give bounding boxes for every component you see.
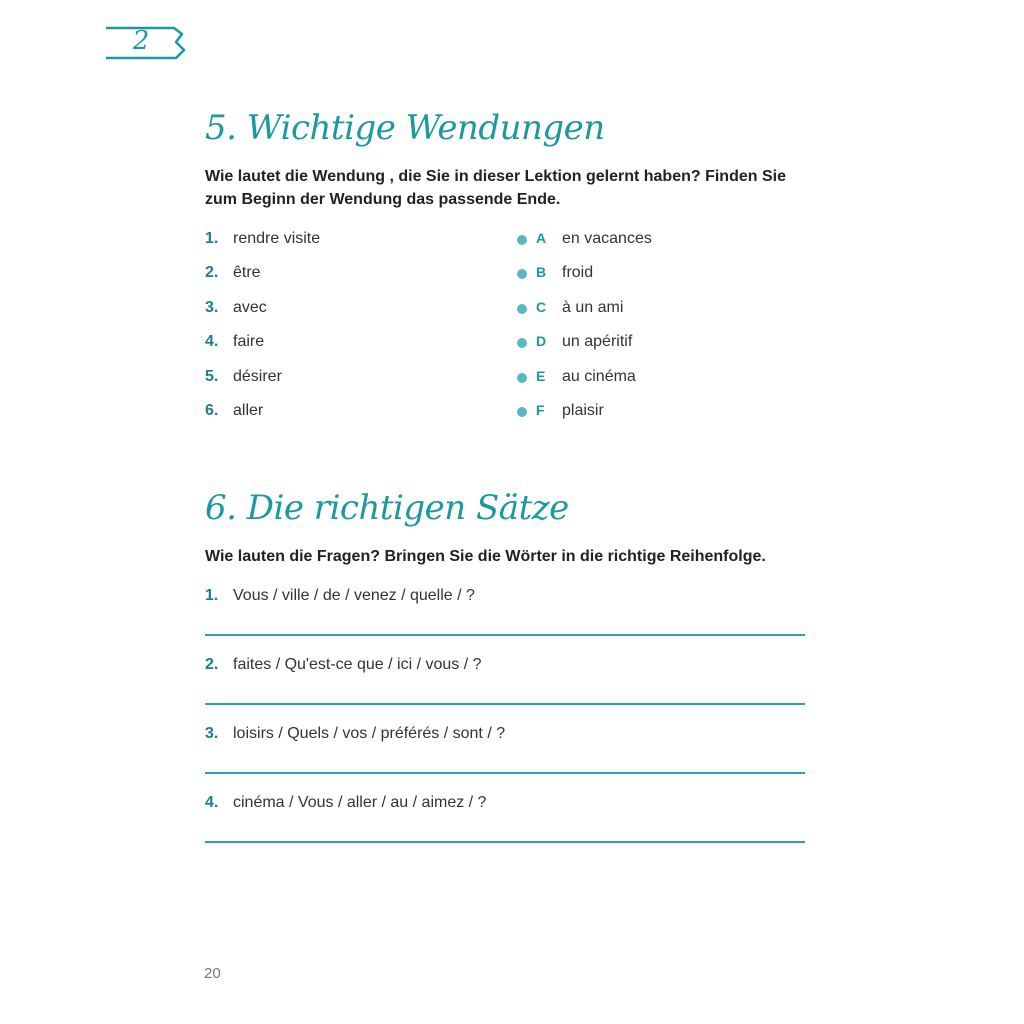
ending-letter: A bbox=[536, 230, 547, 246]
item-number: 4. bbox=[205, 333, 219, 350]
match-row bbox=[205, 299, 805, 323]
phrase-ending: à un ami bbox=[562, 299, 624, 316]
match-dot[interactable] bbox=[517, 269, 527, 279]
scrambled-words: faites / Qu'est-ce que / ici / vous / ? bbox=[233, 656, 482, 673]
phrase-ending: en vacances bbox=[562, 230, 652, 247]
match-dot[interactable] bbox=[517, 304, 527, 314]
scrambled-words: loisirs / Quels / vos / préférés / sont / ? bbox=[233, 725, 506, 742]
item-number: 2. bbox=[205, 656, 219, 673]
match-row bbox=[205, 230, 805, 254]
match-dot[interactable] bbox=[517, 407, 527, 417]
ending-letter: E bbox=[536, 368, 546, 384]
match-dot[interactable] bbox=[517, 373, 527, 383]
answer-line[interactable] bbox=[205, 634, 805, 636]
phrase-ending: plaisir bbox=[562, 402, 604, 419]
phrase-beginning: faire bbox=[233, 333, 265, 350]
ending-letter: D bbox=[536, 333, 547, 349]
phrase-beginning: rendre visite bbox=[233, 230, 321, 247]
section-6-title: 6. Die richtigen Sätze bbox=[205, 488, 569, 528]
match-row bbox=[205, 333, 805, 357]
page-number: 20 bbox=[204, 965, 221, 982]
ending-letter: C bbox=[536, 299, 547, 315]
match-dot[interactable] bbox=[517, 338, 527, 348]
match-dot[interactable] bbox=[517, 235, 527, 245]
phrase-beginning: aller bbox=[233, 402, 264, 419]
item-number: 4. bbox=[205, 794, 219, 811]
ending-letter: F bbox=[536, 402, 545, 418]
chapter-tab bbox=[104, 24, 190, 64]
match-row bbox=[205, 368, 805, 392]
scrambled-words: Vous / ville / de / venez / quelle / ? bbox=[233, 587, 475, 604]
phrase-ending: au cinéma bbox=[562, 368, 636, 385]
phrase-beginning: avec bbox=[233, 299, 267, 316]
phrase-beginning: désirer bbox=[233, 368, 282, 385]
match-row bbox=[205, 402, 805, 426]
answer-line[interactable] bbox=[205, 703, 805, 705]
item-number: 5. bbox=[205, 368, 219, 385]
item-number: 3. bbox=[205, 725, 219, 742]
ending-letter: B bbox=[536, 264, 547, 280]
item-number: 6. bbox=[205, 402, 219, 419]
match-row bbox=[205, 264, 805, 288]
phrase-ending: un apéritif bbox=[562, 333, 633, 350]
section-5-title: 5. Wichtige Wendungen bbox=[205, 108, 605, 148]
section-5-instructions: Wie lautet die Wendung , die Sie in dieser Lektion gelernt haben? Finden Sie zum Beginn der Wendung das passende Ende. bbox=[205, 168, 786, 208]
scrambled-words: cinéma / Vous / aller / au / aimez / ? bbox=[233, 794, 487, 811]
section-6-instructions: Wie lauten die Fragen? Bringen Sie die Wörter in die richtige Reihenfolge. bbox=[205, 548, 766, 565]
item-number: 1. bbox=[205, 230, 219, 247]
item-number: 2. bbox=[205, 264, 219, 281]
item-number: 3. bbox=[205, 299, 219, 316]
answer-line[interactable] bbox=[205, 772, 805, 774]
answer-line[interactable] bbox=[205, 841, 805, 843]
phrase-ending: froid bbox=[562, 264, 594, 281]
chapter-number: 2 bbox=[132, 26, 150, 56]
phrase-beginning: être bbox=[233, 264, 261, 281]
item-number: 1. bbox=[205, 587, 219, 604]
